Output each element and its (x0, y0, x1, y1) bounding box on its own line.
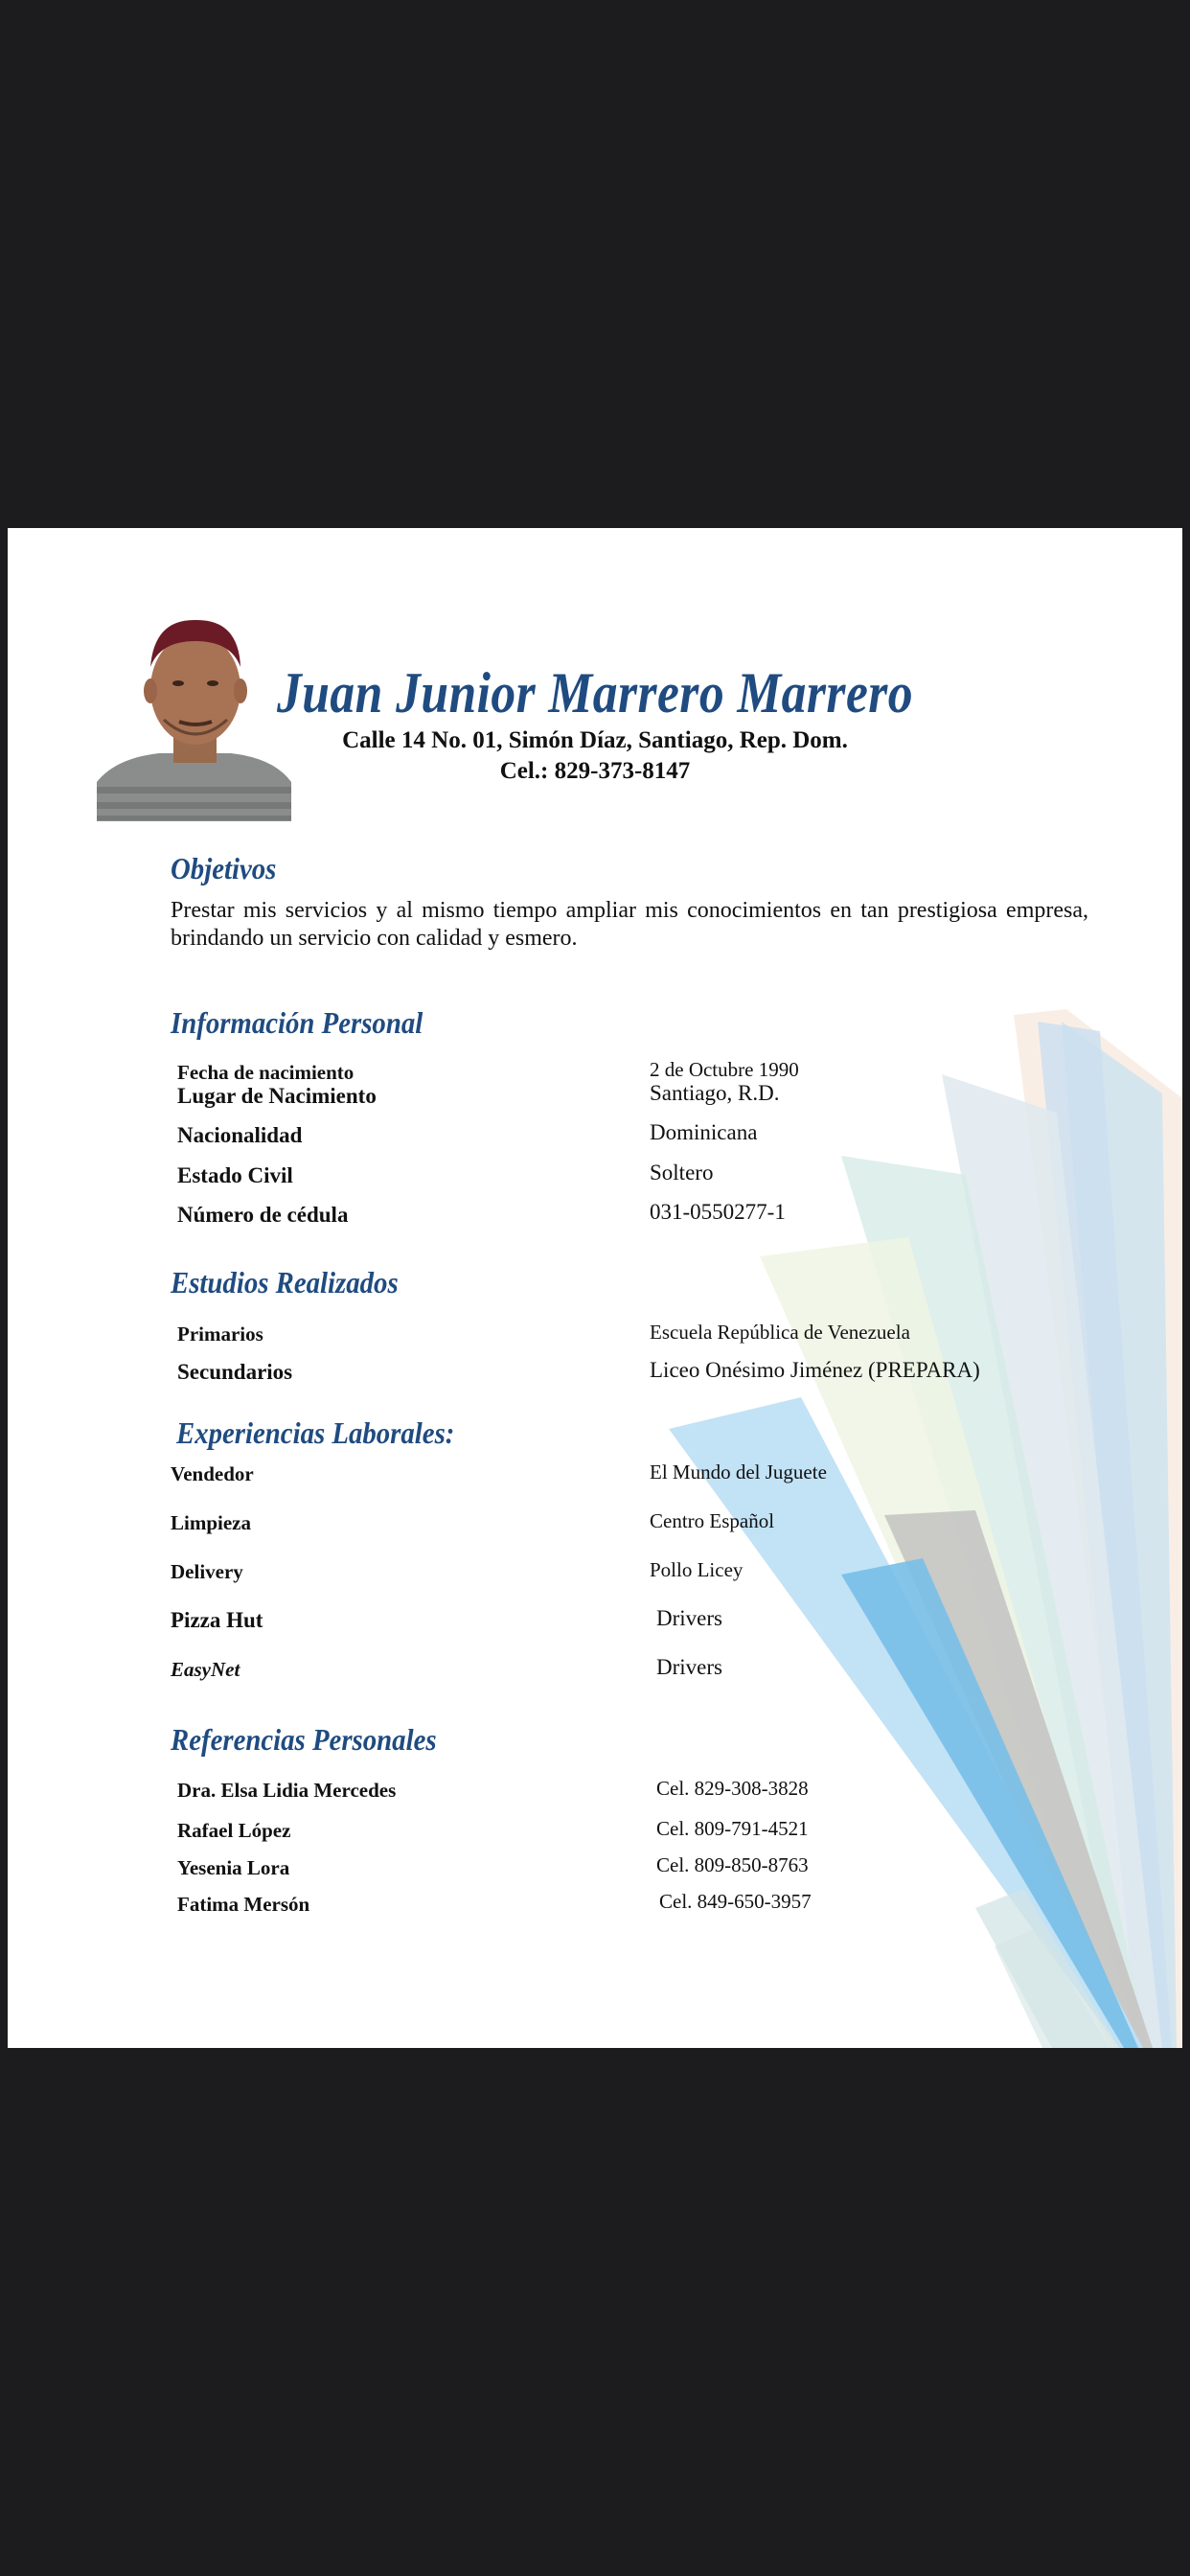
value-employer: El Mundo del Juguete (650, 1460, 827, 1484)
value-reference-phone: Cel. 849-650-3957 (659, 1890, 812, 1913)
label-job: Limpieza (171, 1511, 251, 1534)
value-employer: Pollo Licey (650, 1558, 744, 1581)
resume-page (8, 528, 1182, 2048)
section-title-studies: Estudios Realizados (171, 1265, 399, 1300)
label-birth-date: Fecha de nacimiento (177, 1061, 355, 1084)
label-primary: Primarios (177, 1322, 263, 1346)
value-reference-phone: Cel. 809-791-4521 (656, 1817, 809, 1840)
objectives-text: Prestar mis servicios y al mismo tiempo ampliar mis conocimientos en tan prestigiosa empresa, brindando un servicio con calidad y esmero. (171, 898, 1088, 951)
label-job: EasyNet (171, 1658, 240, 1681)
section-title-references: Referencias Personales (171, 1722, 437, 1757)
section-title-experience: Experiencias Laborales: (176, 1415, 455, 1450)
label-job: Delivery (171, 1560, 243, 1583)
label-reference: Rafael López (177, 1819, 291, 1842)
value-nationality: Dominicana (650, 1120, 758, 1144)
section-title-personal: Información Personal (171, 1005, 423, 1040)
label-reference: Dra. Elsa Lidia Mercedes (177, 1779, 397, 1802)
value-reference-phone: Cel. 809-850-8763 (656, 1853, 809, 1876)
phone: Cel.: 829-373-8147 (499, 758, 691, 784)
value-employer: Centro Español (650, 1509, 775, 1532)
label-job: Pizza Hut (171, 1608, 263, 1632)
section-title-objectives: Objetivos (171, 851, 277, 886)
value-id-number: 031-0550277-1 (650, 1200, 786, 1224)
candidate-name: Juan Junior Marrero Marrero (277, 661, 913, 724)
label-civil-status: Estado Civil (177, 1163, 293, 1187)
value-employer: Drivers (656, 1655, 722, 1679)
value-primary: Escuela República de Venezuela (650, 1321, 910, 1344)
value-secondary: Liceo Onésimo Jiménez (PREPARA) (650, 1358, 980, 1382)
value-civil-status: Soltero (650, 1161, 714, 1184)
value-reference-phone: Cel. 829-308-3828 (656, 1777, 809, 1800)
label-nationality: Nacionalidad (177, 1123, 303, 1147)
label-reference: Yesenia Lora (177, 1856, 290, 1879)
label-reference: Fatima Mersón (177, 1893, 310, 1916)
label-job: Vendedor (171, 1462, 254, 1485)
label-secondary: Secundarios (177, 1360, 293, 1384)
address: Calle 14 No. 01, Simón Díaz, Santiago, Rep. Dom. (342, 727, 848, 753)
label-id-number: Número de cédula (177, 1203, 349, 1227)
label-birth-place: Lugar de Nacimiento (177, 1084, 377, 1108)
value-birth-place: Santiago, R.D. (650, 1081, 780, 1105)
value-employer: Drivers (656, 1606, 722, 1630)
value-birth-date: 2 de Octubre 1990 (650, 1058, 799, 1081)
